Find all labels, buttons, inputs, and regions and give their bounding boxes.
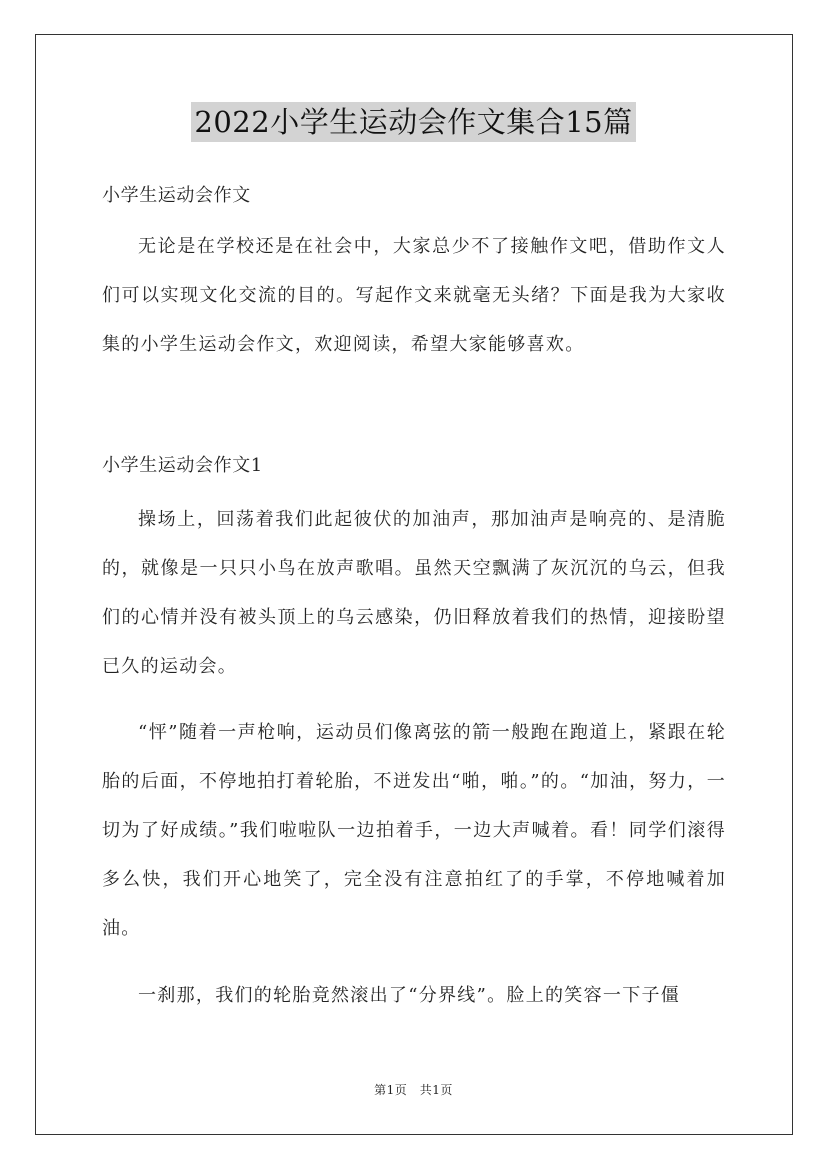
section-heading: 小学生运动会作文1: [102, 455, 263, 476]
intro-paragraph: 无论是在学校还是在社会中，大家总少不了接触作文吧，借助作文人们可以实现文化交流的目的。写起作文来就毫无头绪？下面是我为大家收集的小学生运动会作文，欢迎阅读，希望大家能够喜欢。: [102, 236, 726, 355]
body-paragraph-3: 一刹那，我们的轮胎竟然滚出了“分界线”。脸上的笑容一下子僵: [138, 985, 681, 1006]
intro-heading: 小学生运动会作文: [102, 185, 251, 206]
title-container: [0, 102, 827, 142]
body-paragraph-2: “怦”随着一声枪响，运动员们像离弦的箭一般跑在跑道上，紧跟在轮胎的后面，不停地拍打着轮胎，不迸发出“啪，啪。”的。“加油，努力，一切为了好成绩。”我们啦啦队一边拍着手，一边大声喊着。看！同学们滚得多么快，我们开心地笑了，完全没有注意拍红了的手掌，不停地喊着加油。: [102, 722, 726, 939]
document-title: 2022小学生运动会作文集合15篇: [191, 102, 635, 142]
body-paragraph-1: 操场上，回荡着我们此起彼伏的加油声，那加油声是响亮的、是清脆的，就像是一只只小鸟在放声歌唱。虽然天空飘满了灰沉沉的乌云，但我们的心情并没有被头顶上的乌云感染，仍旧释放着我们的热情，迎接盼望已久的运动会。: [102, 509, 726, 677]
page-footer: 第1页 共1页: [374, 1083, 453, 1097]
